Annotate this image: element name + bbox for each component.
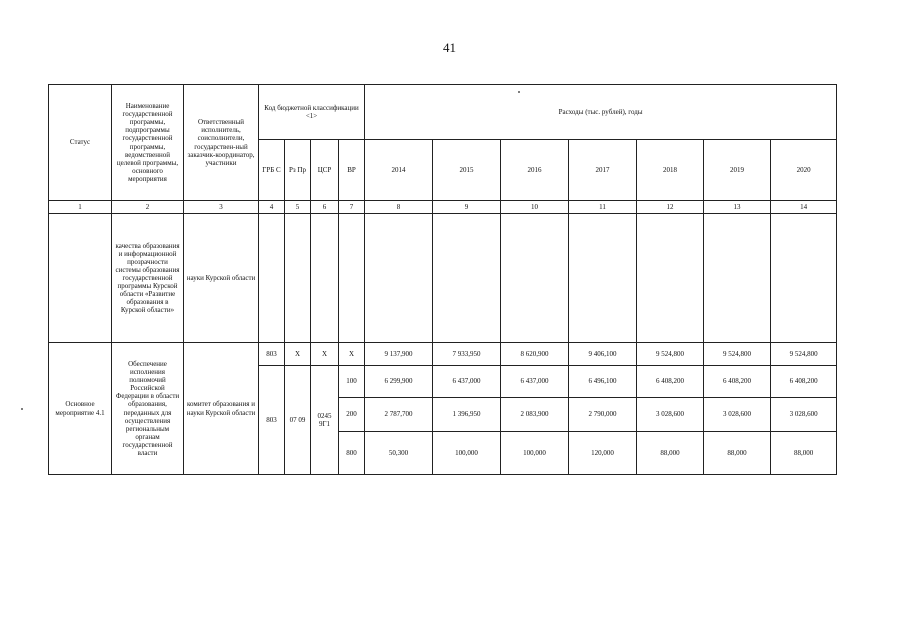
column-number: 3: [184, 201, 259, 214]
scan-speck: [518, 91, 520, 93]
column-number: 12: [637, 201, 704, 214]
header-executor: Ответственный исполнитель, соисполнители, государствен-ный заказчик-координатор, участники: [184, 85, 259, 201]
activity-status: Основное мероприятие 4.1: [49, 343, 112, 475]
activity-csr: 0245 9Г1: [311, 366, 339, 475]
header-year: 2019: [704, 140, 771, 201]
row-value: 50,300: [365, 432, 433, 475]
header-name: Наименование государственной программы, подпрограммы государственной программы, ведомственной целевой программы, основного мероприятия: [112, 85, 184, 201]
total-value: 9 524,800: [771, 343, 837, 366]
continued-name: качества образования и информационной прозрачности системы образования государственной программы Курской области «Развитие образования в Курской области»: [112, 214, 184, 343]
row-value: 6 408,200: [637, 366, 704, 398]
total-value: 9 406,100: [569, 343, 637, 366]
total-grbs: 803: [259, 343, 285, 366]
row-value: 120,000: [569, 432, 637, 475]
row-value: 6 496,100: [569, 366, 637, 398]
activity-name: Обеспечение исполнения полномочий Российской Федерации в области образования, переданных для осуществления региональным органам государственной власти: [112, 343, 184, 475]
total-value: 7 933,950: [433, 343, 501, 366]
header-csr: ЦСР: [311, 140, 339, 201]
row-value: 3 028,600: [637, 398, 704, 432]
row-value: 2 787,700: [365, 398, 433, 432]
row-value: 100,000: [433, 432, 501, 475]
activity-executor: комитет образования и науки Курской области: [184, 343, 259, 475]
total-rzpr: X: [285, 343, 311, 366]
column-number: 4: [259, 201, 285, 214]
row-value: 88,000: [704, 432, 771, 475]
header-year: 2016: [501, 140, 569, 201]
column-number: 8: [365, 201, 433, 214]
row-value: 6 408,200: [771, 366, 837, 398]
row-value: 88,000: [637, 432, 704, 475]
row-value: 1 396,950: [433, 398, 501, 432]
row-value: 88,000: [771, 432, 837, 475]
header-vr: ВР: [339, 140, 365, 201]
total-value: 9 524,800: [704, 343, 771, 366]
column-number: 7: [339, 201, 365, 214]
row-value: 2 083,900: [501, 398, 569, 432]
page-number: 41: [443, 40, 456, 55]
activity-rzpr: 07 09: [285, 366, 311, 475]
activity-total-row: [49, 343, 837, 366]
header-year: 2017: [569, 140, 637, 201]
column-number: 10: [501, 201, 569, 214]
total-csr: X: [311, 343, 339, 366]
continued-executor: науки Курской области: [184, 214, 259, 343]
header-status: Статус: [49, 85, 112, 201]
activity-grbs: 803: [259, 366, 285, 475]
row-vr: 800: [339, 432, 365, 475]
total-value: 9 137,900: [365, 343, 433, 366]
column-number: 2: [112, 201, 184, 214]
row-vr: 200: [339, 398, 365, 432]
row-value: 3 028,600: [771, 398, 837, 432]
column-number: 14: [771, 201, 837, 214]
column-number: 13: [704, 201, 771, 214]
column-number-row: [49, 201, 837, 214]
header-year: 2018: [637, 140, 704, 201]
header-expenses: Расходы (тыс. рублей), годы: [365, 85, 837, 140]
total-value: 8 620,900: [501, 343, 569, 366]
continued-row: [49, 214, 837, 343]
row-value: 2 790,000: [569, 398, 637, 432]
row-value: 6 299,900: [365, 366, 433, 398]
row-value: 100,000: [501, 432, 569, 475]
row-value: 6 437,000: [433, 366, 501, 398]
header-year: 2020: [771, 140, 837, 201]
row-vr: 100: [339, 366, 365, 398]
header-grbs: ГРБ С: [259, 140, 285, 201]
column-number: 6: [311, 201, 339, 214]
budget-table: [48, 84, 837, 475]
column-number: 11: [569, 201, 637, 214]
column-number: 5: [285, 201, 311, 214]
column-number: 9: [433, 201, 501, 214]
row-value: 6 437,000: [501, 366, 569, 398]
scan-speck: [21, 408, 23, 410]
total-value: 9 524,800: [637, 343, 704, 366]
column-number: 1: [49, 201, 112, 214]
row-value: 3 028,600: [704, 398, 771, 432]
total-vr: X: [339, 343, 365, 366]
header-rzpr: Рз Пр: [285, 140, 311, 201]
continued-status-cell: [49, 214, 112, 343]
header-budget-code: Код бюджетной классификации <1>: [259, 85, 365, 140]
row-value: 6 408,200: [704, 366, 771, 398]
header-year: 2014: [365, 140, 433, 201]
header-row-1: [49, 85, 837, 140]
header-year: 2015: [433, 140, 501, 201]
